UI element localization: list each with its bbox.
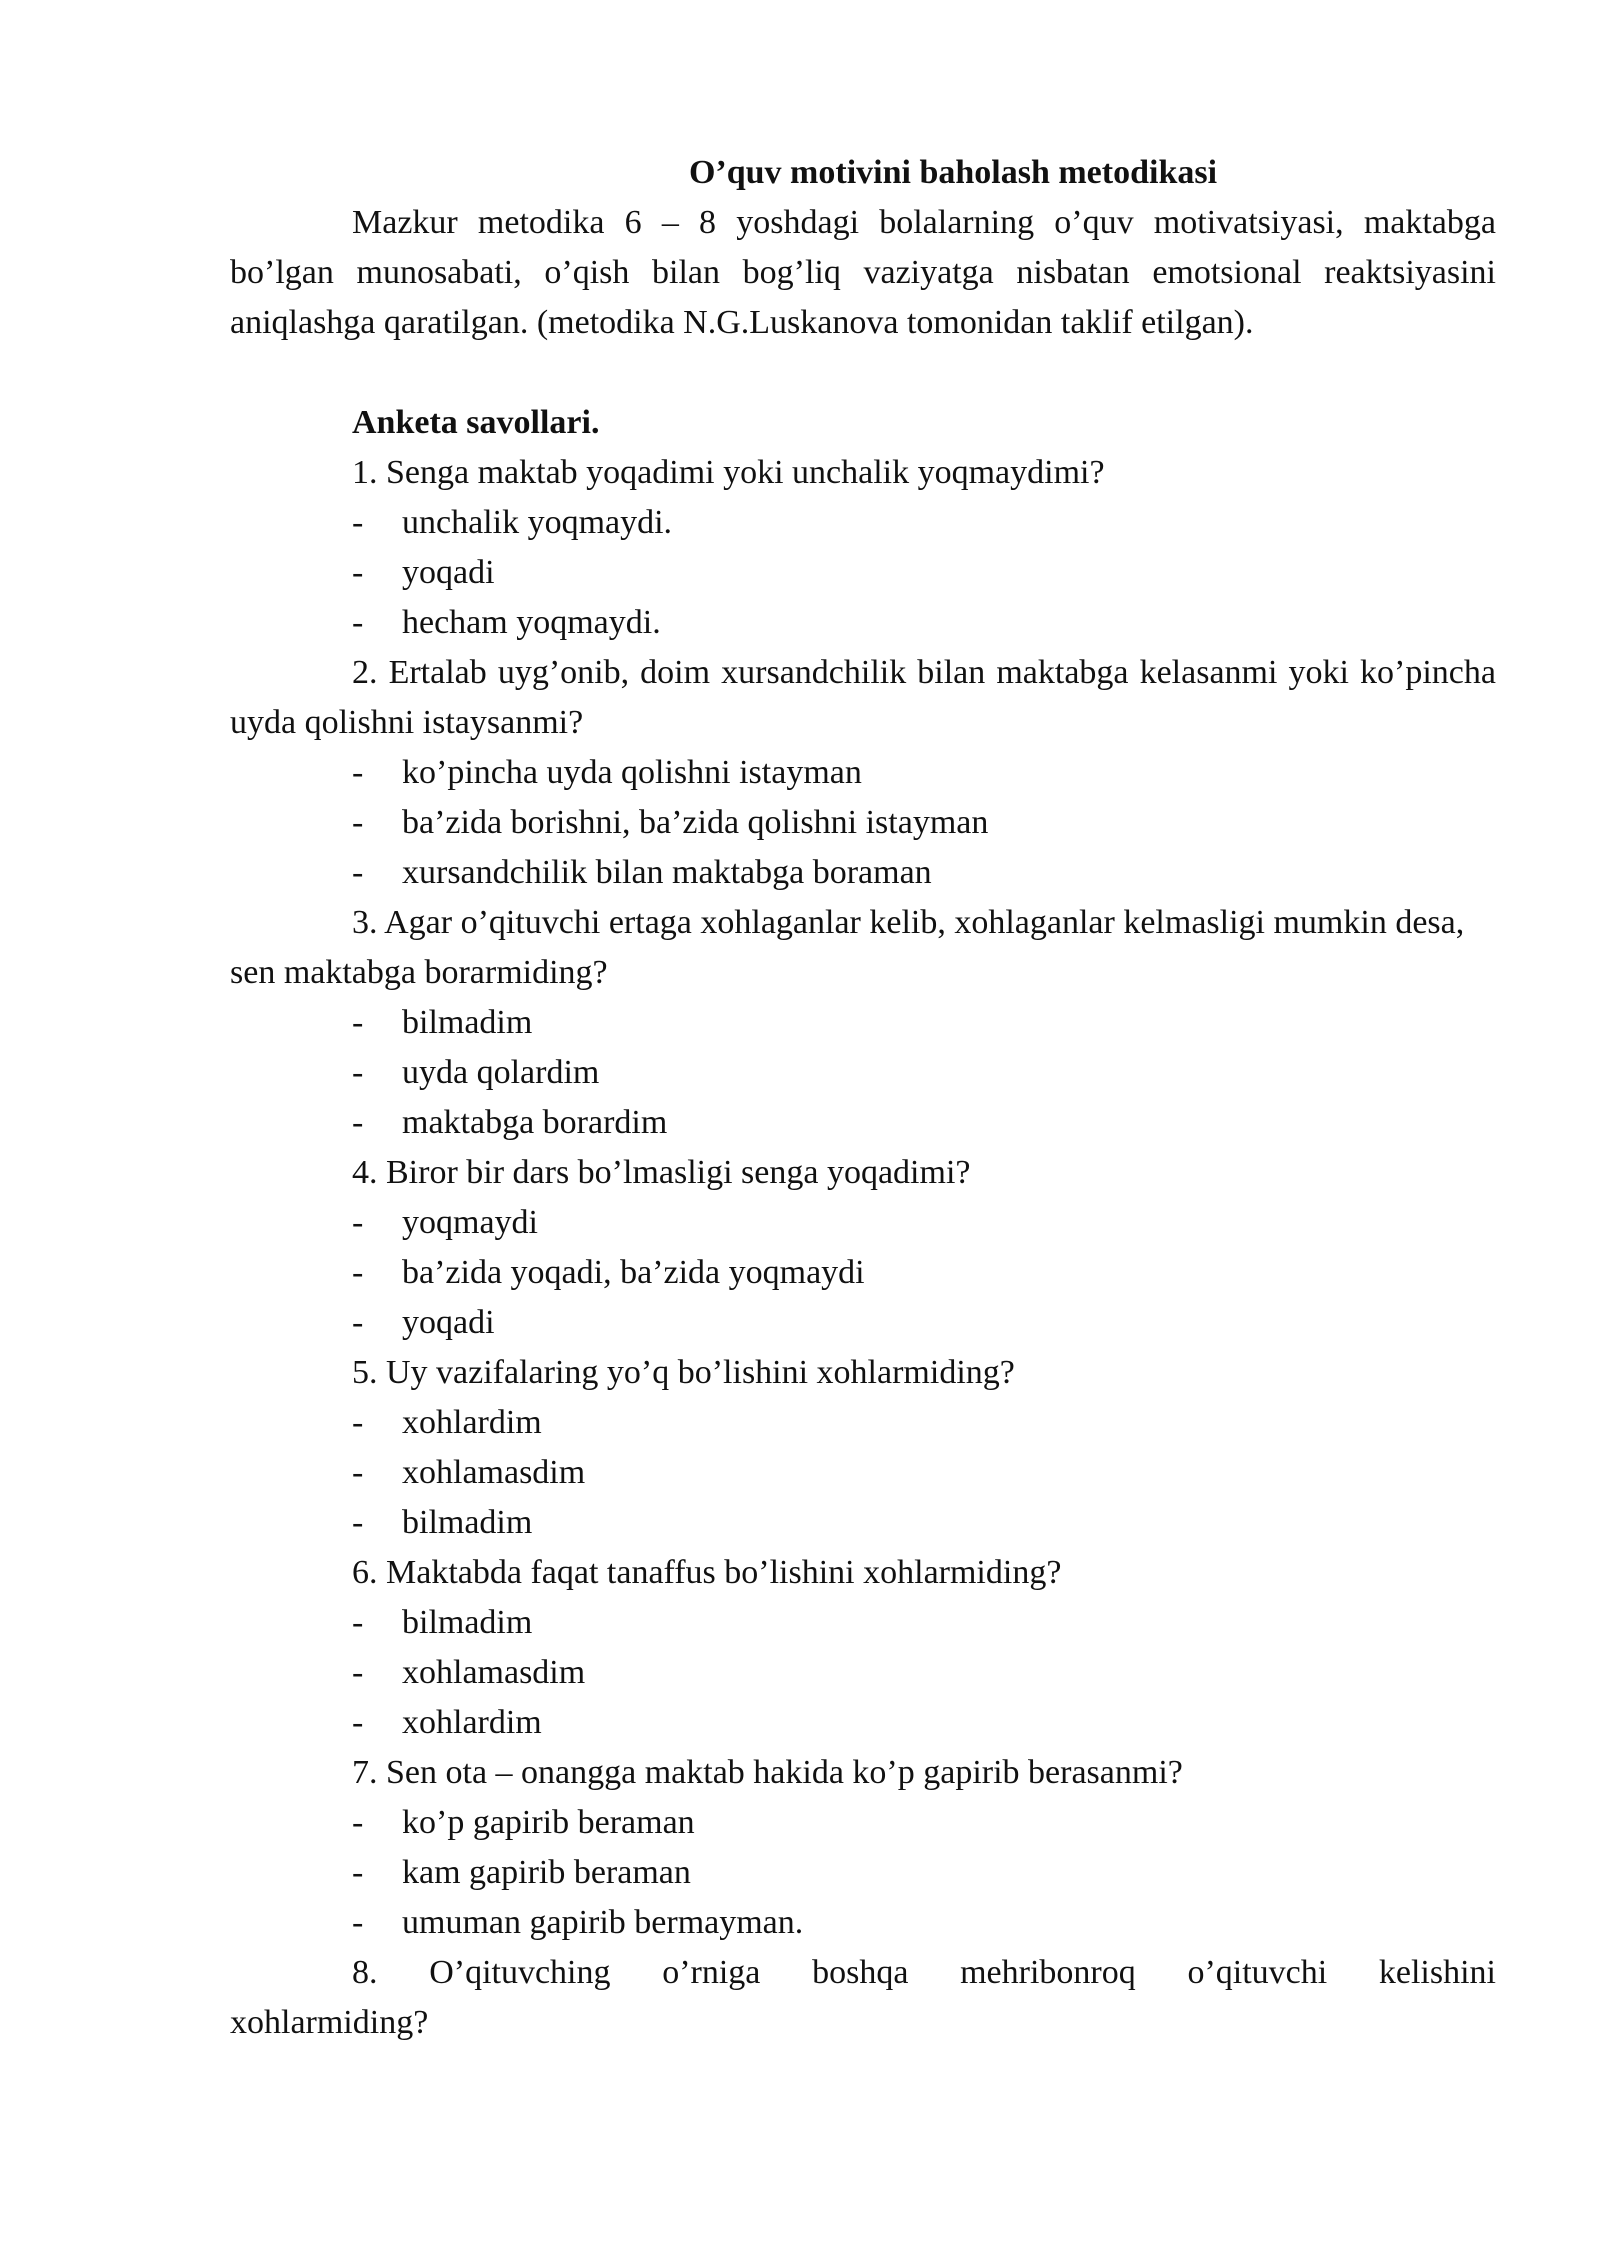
question-4: 4. Biror bir dars bo’lmasligi senga yoqadimi?: [352, 1154, 971, 1191]
option-text: maktabga borardim: [402, 1104, 668, 1141]
question-7: 7. Sen ota – onangga maktab hakida ko’p gapirib berasanmi?: [352, 1754, 1183, 1791]
bullet-dash: -: [352, 804, 364, 841]
option-text: yoqmaydi: [402, 1204, 538, 1241]
answer-option: [230, 1598, 1496, 1648]
answer-option: [230, 598, 1496, 648]
bullet-dash: -: [352, 1654, 364, 1691]
answer-option: [230, 1248, 1496, 1298]
bullet-dash: -: [352, 1504, 364, 1541]
option-text: ba’zida borishni, ba’zida qolishni istayman: [402, 804, 989, 841]
option-text: xohlamasdim: [402, 1654, 586, 1691]
bullet-dash: -: [352, 1704, 364, 1741]
question-1: 1. Senga maktab yoqadimi yoki unchalik yoqmaydimi?: [352, 454, 1105, 491]
option-text: umuman gapirib bermayman.: [402, 1904, 804, 1941]
bullet-dash: -: [352, 1304, 364, 1341]
answer-option: [230, 1698, 1496, 1748]
document-page: [230, 148, 1496, 2048]
option-text: uyda qolardim: [402, 1054, 600, 1091]
option-text: xohlardim: [402, 1404, 542, 1441]
bullet-dash: -: [352, 1904, 364, 1941]
option-text: ko’p gapirib beraman: [402, 1804, 695, 1841]
bullet-dash: -: [352, 1004, 364, 1041]
question-8: 8. O’qituvching o’rniga boshqa mehribonroq o’qituvchi kelishini: [352, 1954, 1496, 1991]
answer-option: [230, 548, 1496, 598]
question-5: 5. Uy vazifalaring yo’q bo’lishini xohlarmiding?: [352, 1354, 1015, 1391]
bullet-dash: -: [352, 1804, 364, 1841]
answer-option: [230, 1498, 1496, 1548]
option-text: yoqadi: [402, 554, 495, 591]
bullet-dash: -: [352, 1204, 364, 1241]
bullet-dash: -: [352, 1604, 364, 1641]
bullet-dash: -: [352, 1854, 364, 1891]
question-6: 6. Maktabda faqat tanaffus bo’lishini xohlarmiding?: [352, 1554, 1062, 1591]
answer-option: [230, 1198, 1496, 1248]
option-text: bilmadim: [402, 1604, 533, 1641]
bullet-dash: -: [352, 754, 364, 791]
answer-option: [230, 848, 1496, 898]
question-2: 2. Ertalab uyg’onib, doim xursandchilik bilan maktabga kelasanmi yoki ko’pincha uyda qolishni istaysanmi?: [230, 654, 1496, 741]
option-text: yoqadi: [402, 1304, 495, 1341]
bullet-dash: -: [352, 1454, 364, 1491]
bullet-dash: -: [352, 554, 364, 591]
bullet-dash: -: [352, 854, 364, 891]
answer-option: [230, 1048, 1496, 1098]
bullet-dash: -: [352, 604, 364, 641]
intro-paragraph: Mazkur metodika 6 – 8 yoshdagi bolalarning o’quv motivatsiyasi, maktabga bo’lgan munosabati, o’qish bilan bog’liq vaziyatga nisbatan emotsional reaktsiyasini aniqlashga qaratilgan. (metodika N.G.Luskanova tomonidan taklif etilgan).: [230, 204, 1496, 341]
option-text: unchalik yoqmaydi.: [402, 504, 673, 541]
question-3: 3. Agar o’qituvchi ertaga xohlaganlar kelib, xohlaganlar kelmasligi mumkin desa, sen maktabga borarmiding?: [230, 904, 1465, 991]
answer-option: [230, 498, 1496, 548]
document-title: O’quv motivini baholash metodikasi: [688, 154, 1218, 191]
answer-option: [230, 1848, 1496, 1898]
option-text: bilmadim: [402, 1504, 533, 1541]
bullet-dash: -: [352, 504, 364, 541]
option-text: hecham yoqmaydi.: [402, 604, 661, 641]
answer-option: [230, 798, 1496, 848]
answer-option: [230, 748, 1496, 798]
option-text: xursandchilik bilan maktabga boraman: [402, 854, 932, 891]
answer-option: [230, 1798, 1496, 1848]
section-heading: Anketa savollari.: [352, 404, 600, 441]
option-text: ko’pincha uyda qolishni istayman: [402, 754, 862, 791]
bullet-dash: -: [352, 1254, 364, 1291]
option-text: kam gapirib beraman: [402, 1854, 691, 1891]
answer-option: [230, 1448, 1496, 1498]
answer-option: [230, 1098, 1496, 1148]
bullet-dash: -: [352, 1104, 364, 1141]
answer-option: [230, 998, 1496, 1048]
option-text: xohlamasdim: [402, 1454, 586, 1491]
answer-option: [230, 1298, 1496, 1348]
bullet-dash: -: [352, 1404, 364, 1441]
question-8-continuation: xohlarmiding?: [230, 2004, 429, 2041]
answer-option: [230, 1648, 1496, 1698]
answer-option: [230, 1898, 1496, 1948]
option-text: bilmadim: [402, 1004, 533, 1041]
option-text: ba’zida yoqadi, ba’zida yoqmaydi: [402, 1254, 865, 1291]
option-text: xohlardim: [402, 1704, 542, 1741]
answer-option: [230, 1398, 1496, 1448]
bullet-dash: -: [352, 1054, 364, 1091]
